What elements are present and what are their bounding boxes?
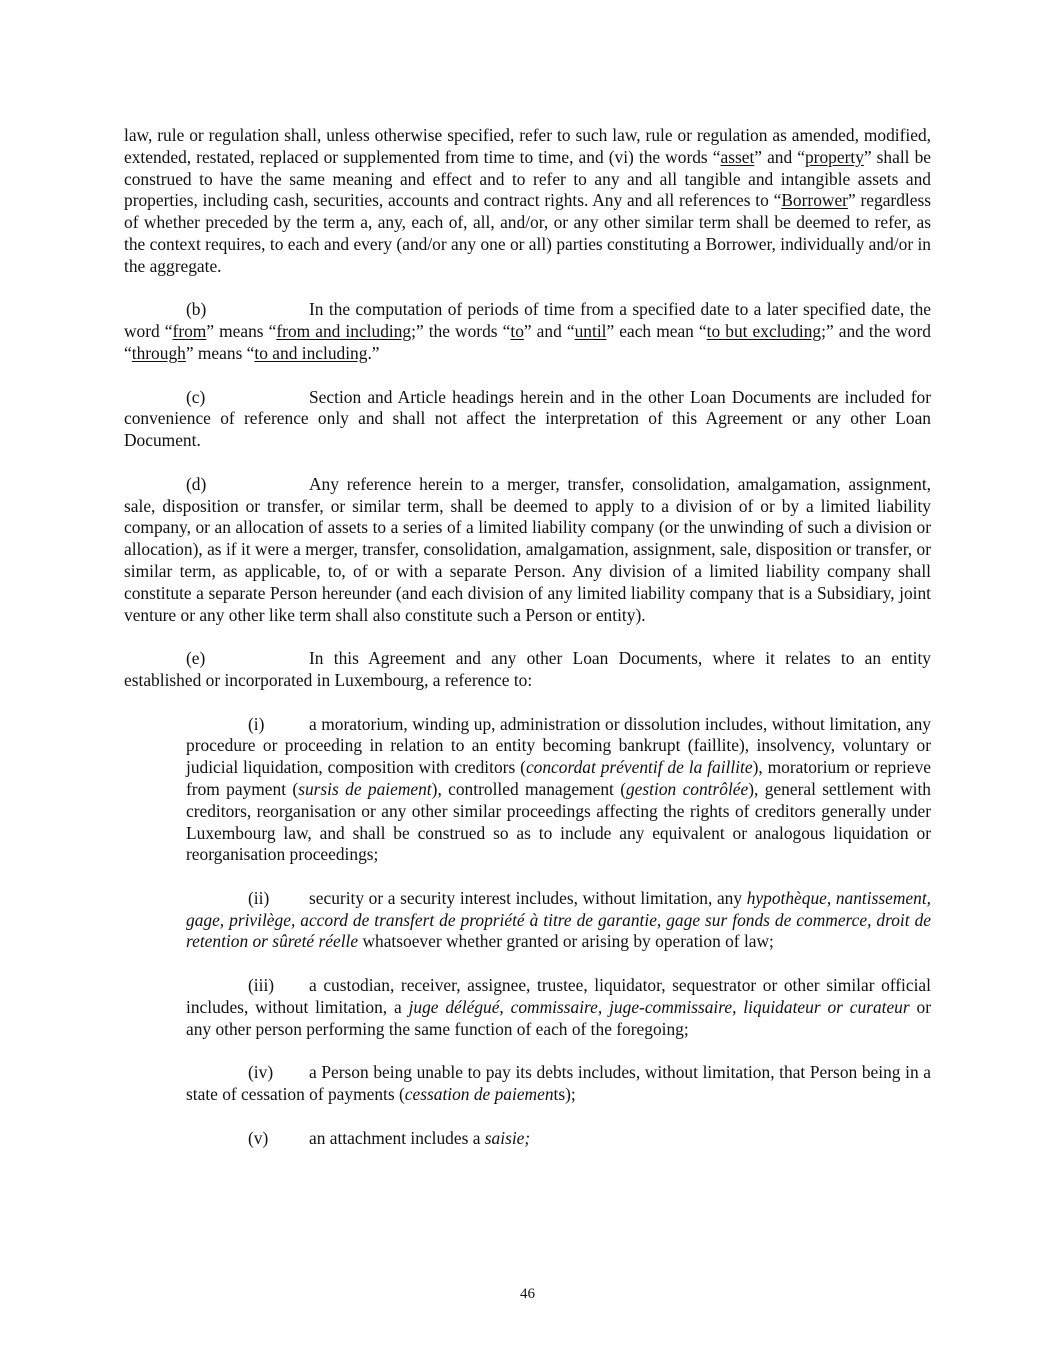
paragraph-c-text: Section and Article headings herein and in the other Loan Documents are included for convenience of reference only and shall not affect the interpretation of this Agreement or any other Loan Document. <box>124 386 931 451</box>
subparagraph-i-label: (i) <box>248 713 265 734</box>
subparagraph-ii <box>186 888 931 953</box>
subparagraph-i-text-4: ), general settlement with creditors, reorganisation or any other similar proceedings affecting the rights of creditors generally under Luxembourg law, and shall be construed so as to include any equivalent or analogous liquidation or reorganisation proceedings; <box>186 778 931 865</box>
paragraph-c <box>124 387 931 452</box>
paragraph-d-text: Any reference herein to a merger, transfer, consolidation, amalgamation, assignment, sale, disposition or transfer, or similar term, shall be deemed to apply to a division of or by a limited liability company, or an allocation of assets to a series of a limited liability company (or the unwinding of such a division or allocation), as if it were a merger, transfer, consolidation, amalgamation, assignment, sale, disposition or transfer, or similar term, as applicable, to, of or with a separate Person. Any division of a limited liability company shall constitute a separate Person hereunder (and each division of any limited liability company that is a Subsidiary, joint venture or any other like term shall also constitute such a Person or entity). <box>124 473 931 625</box>
subparagraph-iii-text-1: a custodian, receiver, assignee, trustee, liquidator, sequestrator or other similar official includes, without limitation, a <box>186 975 931 1017</box>
paragraph-e-text: In this Agreement and any other Loan Documents, where it relates to an entity established or incorporated in Luxembourg, a reference to: <box>124 648 931 690</box>
subparagraph-v <box>186 1128 931 1150</box>
defined-term-to-but-excluding: to but excluding <box>706 321 822 342</box>
intro-text-2: ” and “ <box>754 146 805 167</box>
subparagraph-iv <box>186 1062 931 1106</box>
defined-term-from: from <box>172 321 207 342</box>
defined-term-until: until <box>574 321 607 342</box>
paragraph-d <box>124 474 931 627</box>
defined-term-asset: asset <box>720 146 755 167</box>
foreign-term-sursis: sursis de paiement <box>298 778 432 799</box>
subparagraph-i <box>186 714 931 867</box>
defined-term-from-and-including: from and including <box>276 321 412 342</box>
paragraph-b <box>124 299 931 364</box>
subparagraph-v-text-1: an attachment includes a <box>309 1127 485 1148</box>
subparagraph-iv-text-1: a Person being unable to pay its debts includes, without limitation, that Person being in a state of cessation of payments ( <box>186 1062 931 1105</box>
intro-text-3: ” shall be construed to have the same meaning and effect and to refer to any and all tangible and intangible assets and properties, including cash, securities, accounts and contract rights. Any and all references to “ <box>124 146 931 211</box>
page-number: 46 <box>520 1286 535 1302</box>
foreign-term-cessation: cessation de paiemen <box>404 1084 554 1105</box>
subparagraph-i-text-1: a moratorium, winding up, administration or dissolution includes, without limitation, any procedure or proceeding in relation to an entity becoming bankrupt (faillite), insolvency, voluntary or judicial liquidation, composition with creditors ( <box>186 713 931 778</box>
defined-term-to-and-including: to and including <box>254 342 368 363</box>
paragraph-e-label: (e) <box>186 648 206 669</box>
paragraph-b-text-2: ” means “ <box>206 321 277 342</box>
paragraph-e <box>124 648 931 692</box>
subparagraph-ii-text-1: security or a security interest includes, without limitation, any <box>309 887 747 908</box>
foreign-term-official-list: juge délégué, commissaire, juge-commissaire, liquidateur or curateur <box>408 996 910 1017</box>
subparagraph-ii-text-2: whatsoever whether granted or arising by operation of law; <box>358 931 774 952</box>
subparagraph-iv-text-2: ts); <box>553 1084 576 1105</box>
intro-text-4: ” regardless of whether preceded by the term a, any, each of, all, and/or, or any other similar term shall be deemed to refer, as the context requires, to each and every (and/or any one or all) parties constituting a Borrower, individually and/or in the aggregate. <box>124 190 931 276</box>
subparagraph-iv-label: (iv) <box>248 1062 274 1083</box>
intro-text-1: law, rule or regulation shall, unless otherwise specified, refer to such law, rule or regulation as amended, modified, extended, restated, replaced or supplemented from time to time, and (vi) the words “ <box>124 125 931 167</box>
paragraph-c-label: (c) <box>186 386 206 407</box>
paragraph-b-text-8: .” <box>367 342 380 363</box>
subparagraph-i-text-2: ), moratorium or reprieve from payment ( <box>186 757 932 799</box>
defined-term-borrower: Borrower <box>781 190 848 211</box>
foreign-term-security-list: hypothèque, nantissement, gage, privilège, accord de transfert de propriété à titre de garantie, gage sur fonds de commerce, droit de retention or sûreté réelle <box>186 887 931 952</box>
defined-term-to: to <box>510 321 524 342</box>
defined-term-property: property <box>804 146 864 167</box>
subparagraph-v-label: (v) <box>248 1127 269 1148</box>
paragraph-b-text-1: In the computation of periods of time from a specified date to a later specified date, the word “ <box>124 299 931 342</box>
document-page <box>124 125 931 1171</box>
defined-term-through: through <box>131 342 186 363</box>
paragraph-intro <box>124 125 931 278</box>
foreign-term-gestion: gestion contrôlée <box>625 778 749 799</box>
paragraph-b-text-5: ” each mean “ <box>606 321 707 342</box>
paragraph-b-text-3: ;” the words “ <box>411 321 511 342</box>
foreign-term-concordat: concordat préventif de la faillite <box>525 757 753 778</box>
foreign-term-saisie: saisie; <box>484 1127 531 1148</box>
subparagraph-iii <box>186 975 931 1040</box>
paragraph-b-text-6: ;” and the word “ <box>124 321 931 363</box>
subparagraph-iii-text-2: or any other person performing the same function of each of the foregoing; <box>186 996 931 1039</box>
paragraph-b-text-7: ” means “ <box>185 342 255 363</box>
paragraph-b-text-4: ” and “ <box>523 321 575 342</box>
subparagraph-ii-label: (ii) <box>248 887 270 908</box>
paragraph-d-label: (d) <box>186 473 207 494</box>
subparagraph-i-text-3: ), controlled management ( <box>431 778 626 799</box>
subparagraph-iii-label: (iii) <box>248 975 275 996</box>
paragraph-b-label: (b) <box>186 299 207 320</box>
